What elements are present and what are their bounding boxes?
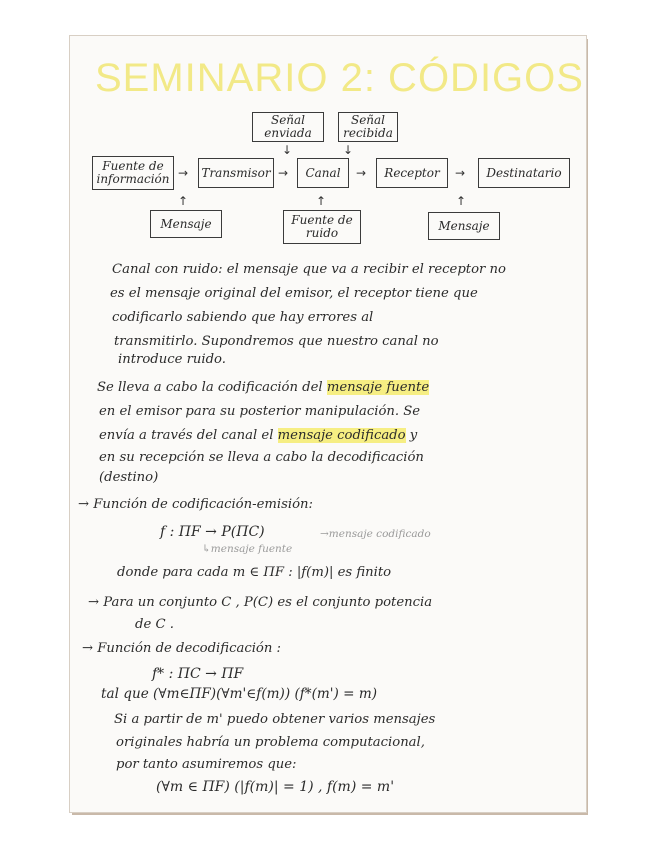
- text-line: Si a partir de m' puedo obtener varios mensajes: [114, 712, 436, 727]
- text-line: donde para cada m ∈ ΠF : |f(m)| es finito: [117, 565, 392, 580]
- down-arrow-icon: ↓: [282, 143, 293, 157]
- transmitter-label: Transmisor: [201, 165, 271, 180]
- up-arrow-icon: ↑: [316, 194, 327, 208]
- text-line: (destino): [99, 470, 159, 485]
- noise-source-box: [283, 210, 361, 244]
- right-arrow-icon: →: [278, 166, 289, 180]
- message-destination-label: Mensaje: [438, 218, 490, 233]
- text-line: Canal con ruido: el mensaje que va a recibir el receptor no: [112, 262, 506, 277]
- formula: tal que (∀m∈ΠF)(∀m'∈f(m)) (f*(m') = m): [101, 686, 378, 702]
- signal-sent-label: Señal enviada: [264, 113, 312, 140]
- text-line: → Para un conjunto C , P(C) es el conjunto potencia: [88, 595, 433, 610]
- text-line: en el emisor para su posterior manipulación. Se: [99, 404, 421, 419]
- signal-sent-box: [252, 112, 324, 142]
- text-line: introduce ruido.: [118, 352, 226, 367]
- formula: f* : ΠC → ΠF: [152, 666, 244, 682]
- message-source-label: Mensaje: [160, 216, 212, 231]
- up-arrow-icon: ↑: [456, 194, 467, 208]
- source-label: Fuente de información: [96, 159, 170, 186]
- text-line: transmitirlo. Supondremos que nuestro canal no: [114, 334, 439, 349]
- source-box: [92, 156, 174, 190]
- down-arrow-icon: ↓: [343, 143, 354, 157]
- text-line: [97, 380, 429, 395]
- destination-label: Destinatario: [486, 165, 562, 180]
- up-arrow-icon: ↑: [178, 194, 189, 208]
- text-line: es el mensaje original del emisor, el receptor tiene que: [110, 286, 478, 301]
- text-line: en su recepción se lleva a cabo la decodificación: [99, 450, 424, 465]
- formula: f : ΠF → P(ΠC): [160, 524, 265, 540]
- signal-received-box: [338, 112, 398, 142]
- message-destination-box: [428, 212, 500, 240]
- right-arrow-icon: →: [455, 166, 466, 180]
- page-title: SEMINARIO 2: CÓDIGOS: [95, 56, 584, 100]
- formula: (∀m ∈ ΠF) (|f(m)| = 1) , f(m) = m': [156, 779, 395, 795]
- message-source-box: [150, 210, 222, 238]
- right-arrow-icon: →: [356, 166, 367, 180]
- highlight-coded-message: mensaje codificado: [277, 428, 406, 443]
- right-arrow-icon: →: [178, 166, 189, 180]
- channel-label: Canal: [305, 165, 341, 180]
- section-heading: → Función de codificación-emisión:: [78, 497, 313, 512]
- annotation: →mensaje codificado: [320, 528, 431, 540]
- text-segment: y: [405, 428, 418, 443]
- noise-source-label: Fuente de ruido: [291, 213, 353, 240]
- destination-box: [478, 158, 570, 188]
- channel-box: [297, 158, 349, 188]
- annotation: ↳mensaje fuente: [202, 543, 293, 555]
- section-heading: → Función de decodificación :: [82, 641, 281, 656]
- text-line: originales habría un problema computacional,: [116, 735, 425, 750]
- text-segment: envía a través del canal el: [99, 428, 278, 443]
- text-line: por tanto asumiremos que:: [116, 757, 297, 772]
- highlight-source-message: mensaje fuente: [326, 380, 430, 395]
- receiver-label: Receptor: [384, 165, 440, 180]
- receiver-box: [376, 158, 448, 188]
- text-segment: Se lleva a cabo la codificación del: [97, 380, 327, 395]
- text-line: [99, 428, 417, 443]
- signal-received-label: Señal recibida: [343, 113, 393, 140]
- text-line: codificarlo sabiendo que hay errores al: [112, 310, 374, 325]
- text-line: de C .: [135, 617, 174, 632]
- transmitter-box: [198, 158, 274, 188]
